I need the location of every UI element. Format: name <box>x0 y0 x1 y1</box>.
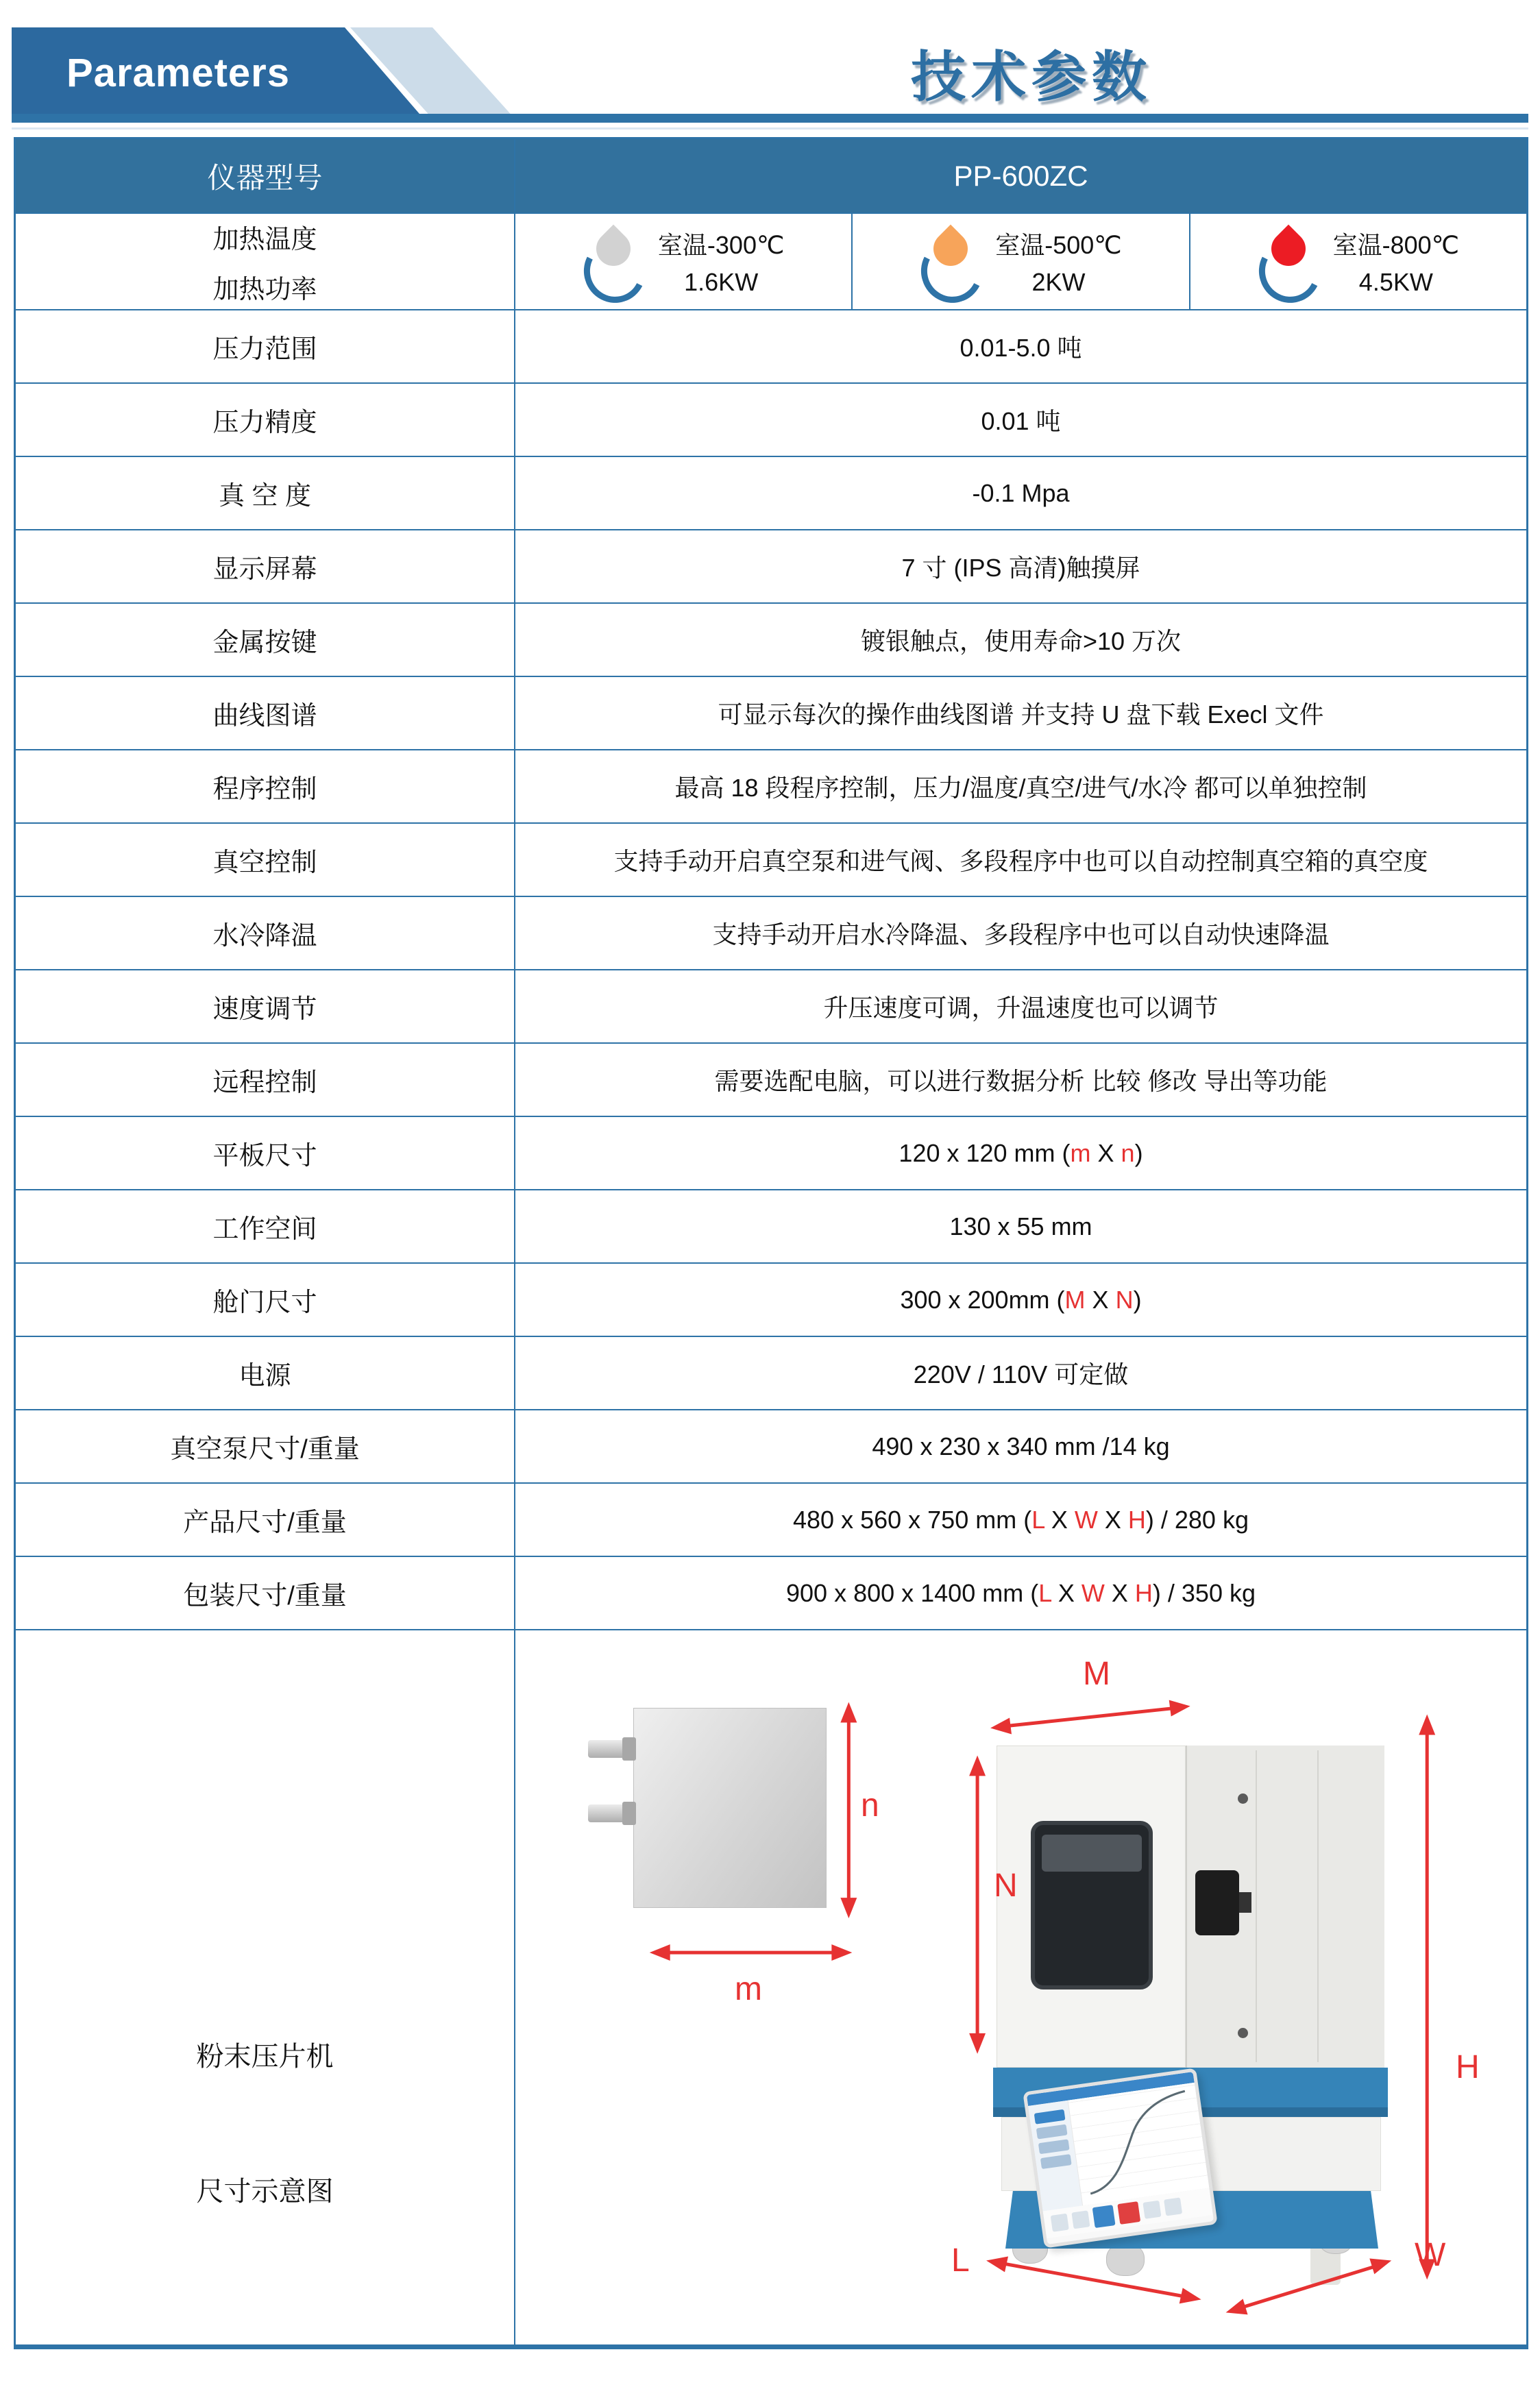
spec-value: 130 x 55 mm <box>949 1212 1092 1240</box>
spec-label: 压力范围 <box>16 310 515 382</box>
table-row <box>16 896 1526 969</box>
table-row <box>16 382 1526 456</box>
parameters-badge <box>12 27 519 119</box>
flame-icon <box>920 226 980 297</box>
dimension-arrows <box>515 1630 1526 2344</box>
spec-value: 900 x 800 x 1400 mm (L X W X H) / 350 kg <box>786 1578 1256 1607</box>
spec-label: 真空泵尺寸/重量 <box>16 1410 515 1482</box>
table-row <box>16 1116 1526 1189</box>
spec-label: 压力精度 <box>16 384 515 456</box>
spec-value: 可显示每次的操作曲线图谱 并支持 U 盘下载 Execl 文件 <box>718 700 1324 728</box>
diagram-label <box>16 1630 515 2344</box>
table-row <box>16 749 1526 822</box>
spec-label: 速度调节 <box>16 970 515 1042</box>
spec-label: 远程控制 <box>16 1044 515 1116</box>
spec-label: 真 空 度 <box>16 457 515 529</box>
spec-value: 0.01 吨 <box>981 407 1061 435</box>
table-row <box>16 1409 1526 1482</box>
dim-label-m: m <box>735 1971 762 2007</box>
table-row <box>16 1482 1526 1556</box>
spec-value: 300 x 200mm (M X N) <box>900 1285 1142 1314</box>
spec-label: 真空控制 <box>16 824 515 896</box>
spec-value: 120 x 120 mm (m X n) <box>899 1138 1143 1167</box>
heating-power: 4.5KW <box>1358 268 1433 296</box>
model-value: PP-600ZC <box>953 159 1088 192</box>
spec-label: 产品尺寸/重量 <box>16 1484 515 1556</box>
heating-power: 1.6KW <box>684 268 759 296</box>
diagram-label-line1: 粉末压片机 <box>196 2042 334 2072</box>
heating-label <box>16 214 515 309</box>
table-row <box>16 1556 1526 1629</box>
flame-icon <box>1258 226 1318 297</box>
table-row <box>16 602 1526 676</box>
dim-label-H: H <box>1456 2049 1480 2085</box>
table-row <box>16 1262 1526 1336</box>
spec-label: 水冷降温 <box>16 897 515 969</box>
spec-label: 平板尺寸 <box>16 1117 515 1189</box>
spec-value: 镀银触点，使用寿命>10 万次 <box>860 627 1182 655</box>
heating-temp: 室温-300℃ <box>657 231 785 259</box>
table-row-diagram <box>16 1629 1526 2344</box>
table-row-heating <box>16 212 1526 309</box>
spec-value: 490 x 230 x 340 mm /14 kg <box>872 1432 1170 1460</box>
dim-label-L: L <box>951 2242 970 2279</box>
spec-label: 舱门尺寸 <box>16 1264 515 1336</box>
spec-label: 包装尺寸/重量 <box>16 1557 515 1629</box>
table-row <box>16 822 1526 896</box>
header-hairline <box>12 127 1528 130</box>
spec-value: -0.1 Mpa <box>972 478 1070 507</box>
spec-label: 显示屏幕 <box>16 530 515 602</box>
page-title: 技术参数 <box>911 47 1152 108</box>
table-row <box>16 529 1526 602</box>
spec-label: 工作空间 <box>16 1190 515 1262</box>
spec-value: 最高 18 段程序控制，压力/温度/真空/进气/水冷 都可以单独控制 <box>674 774 1367 802</box>
table-row <box>16 1042 1526 1116</box>
spec-value: 升压速度可调，升温速度也可以调节 <box>823 994 1219 1022</box>
dimension-diagram <box>515 1630 1526 2344</box>
spec-value: 480 x 560 x 750 mm (L X W X H) / 280 kg <box>793 1505 1249 1534</box>
spec-value: 需要选配电脑，可以进行数据分析 比较 修改 导出等功能 <box>714 1067 1328 1095</box>
spec-label: 金属按键 <box>16 604 515 676</box>
dim-label-M: M <box>1083 1656 1110 1692</box>
heating-temp: 室温-800℃ <box>1332 231 1460 259</box>
spec-value: 支持手动开启水冷降温、多段程序中也可以自动快速降温 <box>712 920 1330 948</box>
dim-label-n: n <box>861 1787 879 1824</box>
heating-option-500 <box>851 214 1188 309</box>
heating-label-line2: 加热功率 <box>212 275 317 304</box>
heating-option-800 <box>1189 214 1526 309</box>
heating-option-300 <box>515 214 851 309</box>
heating-temp: 室温-500℃ <box>995 231 1122 259</box>
spec-table <box>14 137 1528 2349</box>
heating-options <box>515 214 1526 309</box>
dim-label-N: N <box>994 1868 1018 1904</box>
spec-label: 电源 <box>16 1337 515 1409</box>
spec-value: 支持手动开启真空泵和进气阀、多段程序中也可以自动控制真空箱的真空度 <box>613 847 1428 875</box>
spec-label: 曲线图谱 <box>16 677 515 749</box>
model-label: 仪器型号 <box>16 139 515 212</box>
spec-value: 7 寸 (IPS 高清)触摸屏 <box>901 554 1140 582</box>
header-divider-bar <box>12 114 1528 123</box>
diagram-label-line2: 尺寸示意图 <box>196 2177 334 2207</box>
heating-label-line1: 加热温度 <box>212 225 317 254</box>
table-row <box>16 1336 1526 1409</box>
table-row <box>16 309 1526 382</box>
heating-power: 2KW <box>1031 268 1086 296</box>
table-row <box>16 456 1526 529</box>
spec-value: 0.01-5.0 吨 <box>960 334 1082 362</box>
spec-label: 程序控制 <box>16 750 515 822</box>
table-row <box>16 676 1526 749</box>
flame-icon <box>583 226 643 297</box>
dim-label-W: W <box>1415 2237 1446 2273</box>
table-row-model <box>16 139 1526 212</box>
table-row <box>16 969 1526 1042</box>
spec-value: 220V / 110V 可定做 <box>913 1360 1129 1388</box>
badge-title: Parameters <box>66 51 290 95</box>
table-row <box>16 1189 1526 1262</box>
